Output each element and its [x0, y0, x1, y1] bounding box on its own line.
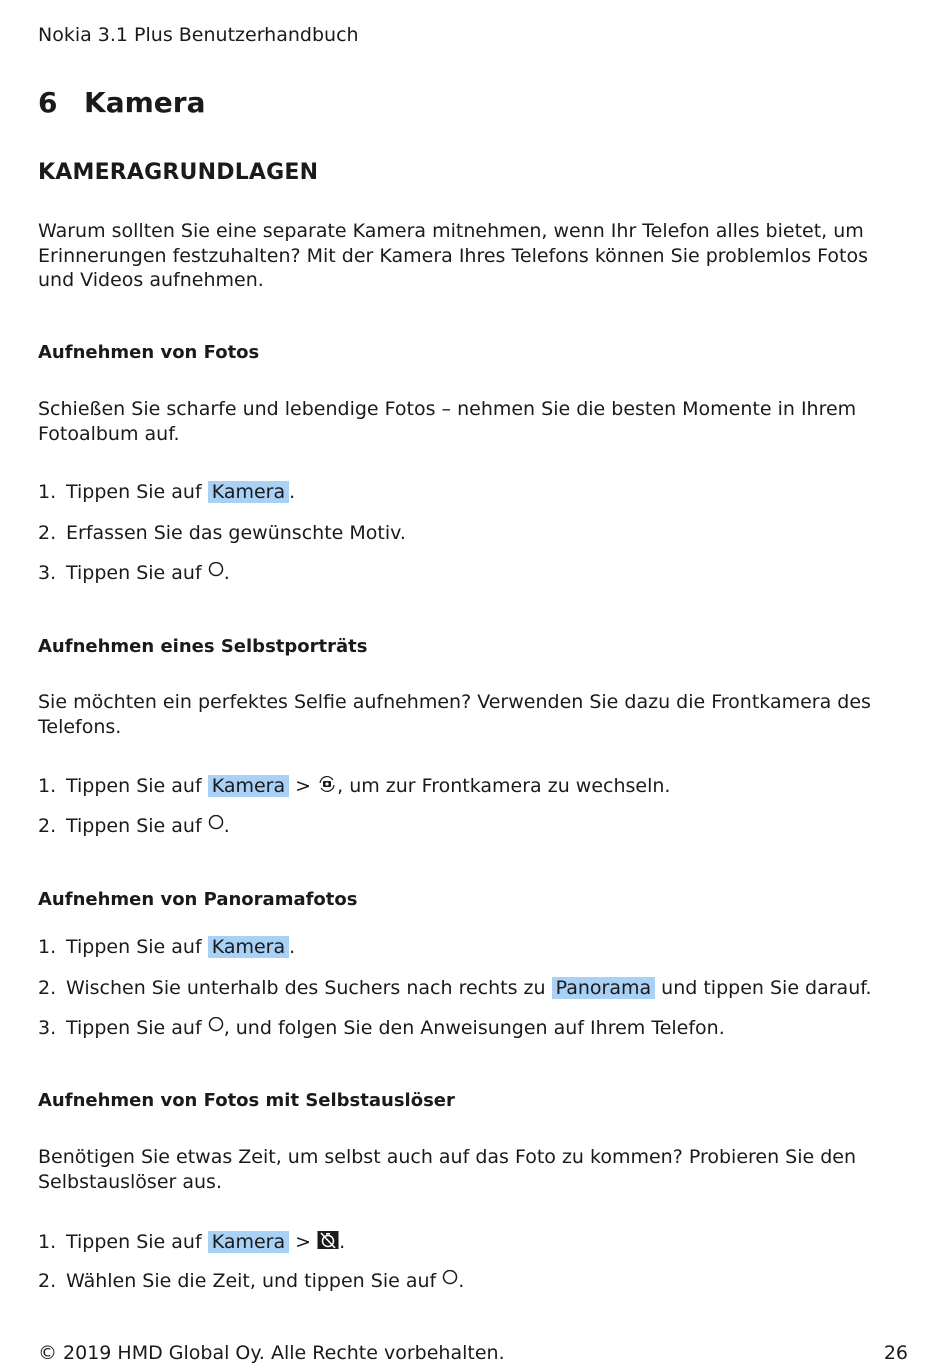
intro-paragraph: Warum sollten Sie eine separate Kamera mitnehmen, wenn Ihr Telefon alles bietet, um Erinnerungen festzuhalten? Mit der Kamera Ihres Telefons können Sie problemlos Fotos und Videos aufnehmen.: [38, 220, 869, 291]
step-selfie-1: 1. Tippen Sie auf Kamera > , um zur Frontkamera zu wechseln.: [38, 775, 671, 797]
subsection-title-timer: Aufnehmen von Fotos mit Selbstauslöser: [38, 1090, 455, 1111]
chapter-title: Kamera: [84, 86, 206, 119]
step-timer-1: 1. Tippen Sie auf Kamera > .: [38, 1231, 346, 1253]
step-number: 1.: [38, 481, 57, 503]
step-photos-1: 1. Tippen Sie auf Kamera .: [38, 481, 296, 503]
switch-camera-icon: [317, 774, 337, 799]
step-panorama-2: 2. Wischen Sie unterhalb des Suchers nach rechts zu Panorama und tippen Sie darauf.: [38, 977, 872, 999]
step-timer-2: 2. Wählen Sie die Zeit, und tippen Sie auf .: [38, 1270, 465, 1292]
shutter-icon: [442, 1270, 458, 1293]
step-photos-2: 2. Erfassen Sie das gewünschte Motiv.: [38, 522, 406, 544]
paragraph-photos: Schießen Sie scharfe und lebendige Fotos – nehmen Sie die besten Momente in Ihrem Fotoalbum auf.: [38, 398, 857, 445]
camera-app-highlight: Kamera: [208, 936, 289, 958]
paragraph-selfie: Sie möchten ein perfektes Selfie aufnehmen? Verwenden Sie dazu die Frontkamera des Telefons.: [38, 691, 871, 738]
page-number: 26: [883, 1342, 908, 1364]
shutter-icon: [208, 1017, 224, 1040]
paragraph-timer: Benötigen Sie etwas Zeit, um selbst auch auf das Foto zu kommen? Probieren Sie den Selbstauslöser aus.: [38, 1146, 857, 1193]
chapter-number: 6: [38, 86, 58, 119]
step-selfie-2: 2. Tippen Sie auf .: [38, 815, 230, 837]
document-header: Nokia 3.1 Plus Benutzerhandbuch: [38, 24, 359, 46]
timer-off-icon: [317, 1230, 339, 1255]
subsection-title-panorama: Aufnehmen von Panoramafotos: [38, 889, 358, 910]
section-title: KAMERAGRUNDLAGEN: [38, 160, 319, 185]
chapter-heading: [38, 86, 205, 119]
footer-copyright: © 2019 HMD Global Oy. Alle Rechte vorbehalten.: [38, 1342, 505, 1364]
camera-app-highlight: Kamera: [208, 775, 289, 797]
subsection-title-photos: Aufnehmen von Fotos: [38, 342, 260, 363]
shutter-icon: [208, 815, 224, 838]
shutter-icon: [208, 562, 224, 585]
subsection-title-selfie: Aufnehmen eines Selbstporträts: [38, 636, 368, 657]
camera-app-highlight: Kamera: [208, 1231, 289, 1253]
panorama-mode-highlight: Panorama: [552, 977, 656, 999]
step-panorama-3: 3. Tippen Sie auf , und folgen Sie den Anweisungen auf Ihrem Telefon.: [38, 1017, 725, 1039]
step-panorama-1: 1. Tippen Sie auf Kamera .: [38, 936, 296, 958]
camera-app-highlight: Kamera: [208, 481, 289, 503]
step-photos-3: 3. Tippen Sie auf .: [38, 562, 230, 584]
